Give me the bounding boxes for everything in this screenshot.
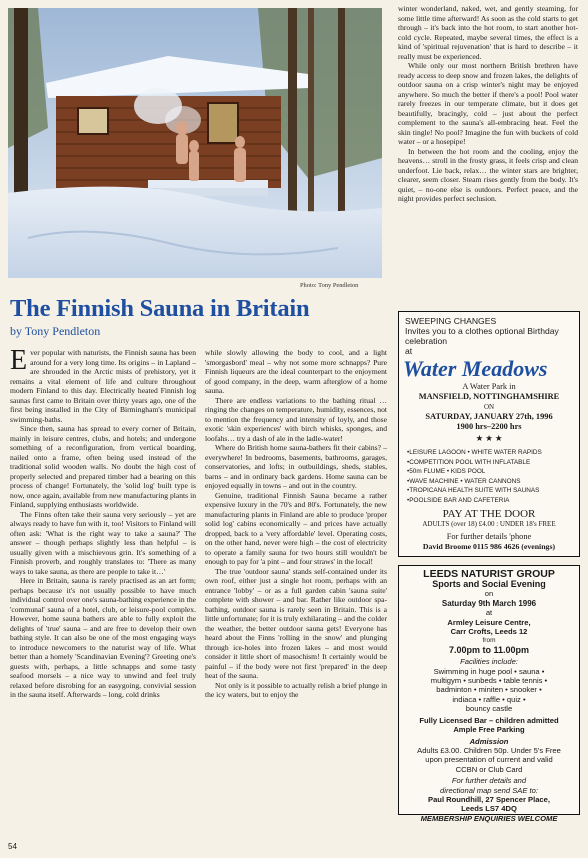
- ad-from: from: [482, 637, 496, 645]
- article-byline: by Tony Pendleton: [10, 324, 101, 338]
- paragraph: The Finns often take their sauna very seriously – yet are always ready to have fun with it, too! Visitors to Finland will often ask: 'What is the right way to take a sauna?' The answer – though perhaps slightly less than helpful – is usually given with a mischievous grin. It's something of a Finnish proverb, and roughly translates to: 'There as many ways to take sauna, as there are people to take it…': [10, 509, 196, 576]
- sauna-cabin-photo: [8, 8, 382, 278]
- article-column-3: [398, 4, 578, 204]
- list-item: • 50m FLUME • KIDS POOL: [407, 467, 575, 477]
- ad-contact: David Broome 0115 986 4626 (evenings): [422, 542, 556, 551]
- paragraph: Here in Britain, sauna is rarely practised as an art form; perhaps because it's not usually possible to have much individual control over one's sauna-bathing experience in the 'communal' sauna of a hotel, club, or leisure-pool complex. However, home sauna bathers are able to fully exploit the delights of 'true' sauna – and are free to develop their own bathing style. It can also be one of the most engaging ways to introduce newcomers to the naturist way of life. What better than a homely 'Scandinavian Evening'? Greeting one's guests with, perhaps, a little schnapps and some tasty seafood morsels – a nice way to unwind and feel truly relaxed before disrobing for an easygoing, convivial session in the sauna itself. Afterwards – long, cold drinks: [10, 576, 196, 699]
- ad-title: LEEDS NATURIST GROUP: [423, 568, 555, 580]
- ad-time: 7.00pm to 11.00pm: [448, 644, 530, 655]
- ad-admission: Adults £3.00. Children 50p. Under 5's Free: [417, 745, 561, 755]
- ad-time: 1900 hrs–2200 hrs: [456, 422, 522, 431]
- ad-further: directional map send SAE to:: [440, 785, 538, 795]
- paragraph: Not only is it possible to actually relish a brief plunge in the icy waters, but to enjoy the: [205, 680, 387, 699]
- ad-on: ON: [483, 403, 495, 411]
- ad-facilities-heading: Facilities include:: [460, 657, 518, 667]
- ad-date: SATURDAY, JANUARY 27th, 1996: [425, 412, 553, 421]
- ad-prices: ADULTS (over 18) £4.00 : UNDER 18's FREE: [422, 520, 556, 528]
- water-meadows-ad: [398, 311, 580, 557]
- ad-subtitle: A Water Park in: [462, 382, 516, 391]
- paragraph: While only our most northern British brethren have ready access to deep snow and frozen lakes, the delights of outdoor sauna on a crisp winter's night may be enjoyed anywhere. So much the better if there's a pool! Pool water rarely freezes in our temperate climate, but it does get beautifully, bracingly, cold – just about the perfect complement to the sauna's all-embracing heat. Feel the skin tingle! No pool? Imagine the fun with buckets of cold water – or a hosepipe!: [398, 61, 578, 146]
- paragraph: while slowly allowing the body to cool, and a light 'smorgasbord' meal – why not some more schnapps? Pure Finnish liqueurs are the ideal counterpart to the enjoyment of good company, in the deep, warm afterglow of a home sauna.: [205, 348, 387, 395]
- article-title: The Finnish Sauna in Britain: [10, 295, 310, 322]
- ad-intro: Invites you to a clothes optional Birthday celebration: [405, 326, 559, 346]
- water-meadows-logo: Water Meadows: [403, 356, 548, 381]
- ad-address: Leeds LS7 4DQ: [461, 804, 517, 814]
- list-item: • COMPETITION POOL WITH INFLATABLE: [407, 458, 575, 468]
- ad-venue: Armley Leisure Centre,: [447, 617, 531, 627]
- paragraph: The true 'outdoor sauna' stands self-contained under its own roof, either just a single hot room, perhaps with an entrance 'lobby' – or as a full garden cabin 'sauna suite' complete with shower – and bar. Rather like outdoor spa-bathing, outdoor sauna is rarely seen in Britain. This is a little unfortunate; for it is truly exhilarating – and the colder the weather, the better outdoor sauna gets! Everyone has heard about the Finns 'rolling in the snow' and plunging through ice-holes into frozen lakes – and most would consider it little short of masochism! It certainly would be painful – if the body were not first 'prepared' in the deep heat of the sauna.: [205, 566, 387, 680]
- paragraph: Where do British home sauna-bathers fit their cabins? – everywhere! In bedrooms, basements, bathrooms, garages, conservatories, and lofts; in outbuildings, sheds, stables, barns – and in ordinary back gardens. Home sauna can be enjoyed equally in towns – and out in the country.: [205, 443, 387, 490]
- ad-further: For further details and: [451, 776, 527, 786]
- ad-town: MANSFIELD, NOTTINGHAMSHIRE: [418, 392, 560, 401]
- ad-subtitle: Sports and Social Evening: [432, 579, 546, 589]
- leeds-naturist-ad: [398, 565, 580, 823]
- paragraph: Ever popular with naturists, the Finnish sauna has been around for a very long time. Its origins – in Lapland – are shrouded in the Arctic mists of prehistory, yet it remains a vital element of life and culture throughout modern Finland to this day. Electrically heated Finnish log saunas first came to Britain over thirty years ago, one of the first being installed in the City of Birmingham's municipal swimming-baths.: [10, 345, 196, 424]
- ad-facilities: bouncy castle: [465, 704, 513, 714]
- drop-cap: E: [10, 345, 28, 376]
- list-item: • LEISURE LAGOON • WHITE WATER RAPIDS: [407, 448, 575, 458]
- ad-pay: PAY AT THE DOOR: [442, 508, 536, 520]
- list-item: • TROPICANA HEALTH SUITE WITH SAUNAS: [407, 486, 575, 496]
- paragraph: Since then, sauna has spread to every corner of Britain, mainly in leisure centres, clubs, and hotels; and undergone something of a reconfiguration, from vertical boarding, nailed onto a frame, often being used instead of the traditional solid wooden walls. No doubt the high cost of properly selected and prepared timber had a bearing on this process of change! Fortunately, the 'solid log' built type is now, once again, available from new manufacturing plants in Finland, supplying enthusiasts worldwide.: [10, 424, 196, 509]
- ad-stars: ★ ★ ★: [475, 434, 503, 443]
- ad-facilities: indiaca • raffle • quiz •: [452, 694, 526, 704]
- ad-admission-heading: Admission: [469, 736, 509, 746]
- ad-address: Paul Roundhill, 27 Spencer Place,: [428, 794, 550, 804]
- feature-list: [407, 448, 575, 505]
- ad-admission: CCBN or Club Card: [455, 764, 523, 774]
- ad-admission: upon presentation of current and valid: [425, 755, 553, 765]
- list-item: • POOLSIDE BAR AND CAFETERIA: [407, 496, 575, 506]
- article-column-1: [10, 345, 196, 700]
- ad-facilities: Swimming in huge pool • sauna •: [433, 666, 545, 676]
- ad-membership: MEMBERSHIP ENQUIRIES WELCOME: [420, 813, 558, 823]
- ad-parking: Ample Free Parking: [453, 725, 525, 735]
- ad-at: at: [485, 608, 493, 618]
- ad-on: on: [484, 589, 494, 599]
- paragraph: There are endless variations to the bathing ritual … ringing the changes on temperature, humidity, essences, not to mention the frequency and intensity of loyly, and those exotic 'skin experiences' with birch whisks, sponges, and loofahs… try a dash of ale in the ladle-water!: [205, 395, 387, 443]
- ad-facilities: multigym • sunbeds • table tennis •: [430, 676, 548, 686]
- paragraph: In between the hot room and the cooling, enjoy the heavens… stroll in the frosty grass, it feels crisp and clean underfoot. Lie back, relax… the winter stars are brighter, clearer, seem closer. Steam rises gently from the body. It's quiet, – no-one else is outdoors. Perfect peace, and the night provides perfect seclusion.: [398, 146, 578, 203]
- paragraph: Genuine, traditional Finnish Sauna became a rather expensive luxury in the 70's and 80's. Fortunately, the new manufacturing plants in Finland are able to produce 'proper solid log' cabins economically – and prices have actually dropped, back to a 'very affordable' level. Operating costs, on the other hand, never were high – the cost of electricity to operate a family sauna for two hours still wouldn't be enough to pay for 'a pint – and four straws' in the local!: [205, 490, 387, 566]
- paragraph: winter wonderland, naked, wet, and gently steaming, for some little time afterward! As soon as the cold starts to get through – it's back into the hot room, to start another hot-cold cycle. Repeated, maybe several times, the effect is a kind of 'spiritual rejuvenation' that is hard to describe – it really must be experienced.: [398, 4, 578, 61]
- ad-heading: SWEEPING CHANGES: [405, 316, 497, 326]
- ad-venue: Carr Crofts, Leeds 12: [450, 627, 528, 637]
- photo-credit: Photo: Tony Pendleton: [300, 282, 359, 289]
- ad-date: Saturday 9th March 1996: [441, 598, 537, 608]
- page-number: 54: [8, 842, 17, 851]
- ad-details: For further details 'phone: [446, 532, 532, 541]
- ad-bar: Fully Licensed Bar – children admitted: [419, 715, 559, 725]
- list-item: • WAVE MACHINE • WATER CANNONS: [407, 477, 575, 487]
- ad-at: at: [405, 346, 413, 356]
- article-column-2: [205, 348, 387, 700]
- ad-facilities: badminton • miniten • snooker •: [436, 685, 542, 695]
